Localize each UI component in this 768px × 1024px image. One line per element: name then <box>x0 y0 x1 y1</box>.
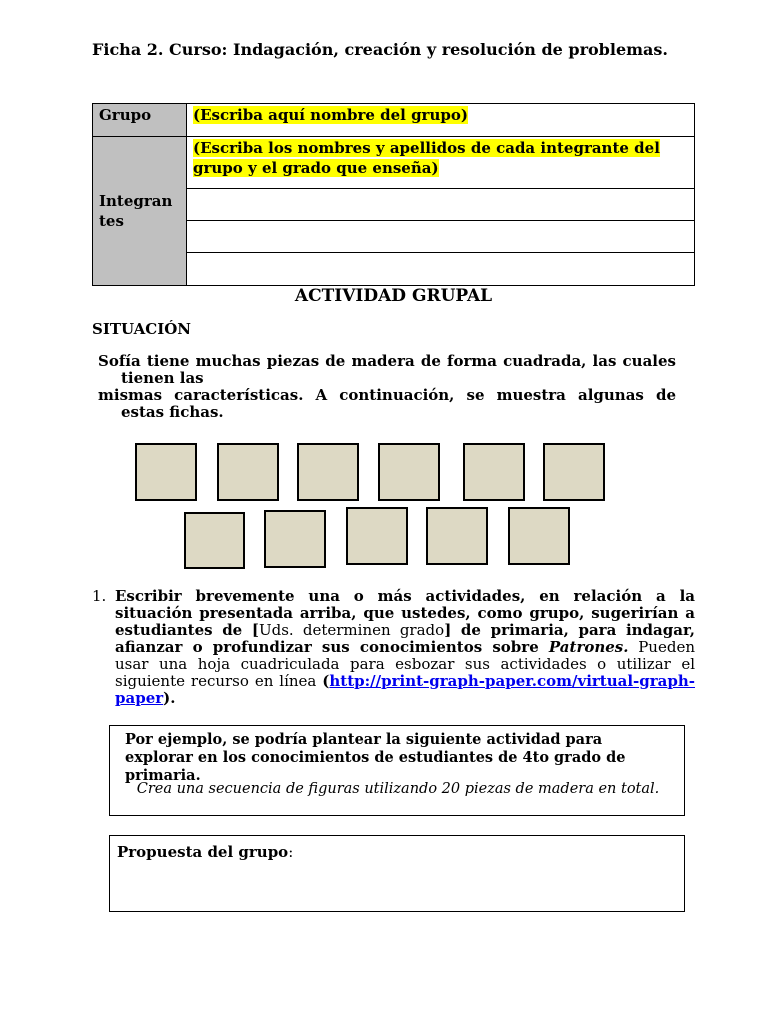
wood-tile <box>378 443 440 501</box>
wood-tile <box>426 507 488 565</box>
situation-line-1: Sofía tiene muchas piezas de madera de forma cuadrada, las cuales tienen las <box>98 352 676 387</box>
wood-tile <box>135 443 197 501</box>
wood-tile <box>217 443 279 501</box>
question-text-plain: Pueden usar una hoja cuadriculada para esbozar sus actividades o utilizar el siguiente recurso en línea <box>115 638 695 690</box>
activity-heading: ACTIVIDAD GRUPAL <box>294 286 493 306</box>
question-1 <box>92 588 695 707</box>
grupo-placeholder: (Escriba aquí nombre del grupo) <box>193 106 468 124</box>
grupo-label: Grupo <box>93 104 187 137</box>
proposal-label: Propuesta del grupo <box>117 843 289 861</box>
paren-close: ). <box>163 689 176 707</box>
question-text-bold-2: ] de primaria, para indagar, afianzar o profundizar sus conocimientos sobre <box>115 621 695 656</box>
integrante-row-2[interactable] <box>187 189 695 221</box>
question-grade-placeholder: Uds. determinen grado <box>258 621 445 639</box>
integrantes-label: Integran tes <box>93 137 187 286</box>
proposal-box[interactable] <box>109 835 685 912</box>
example-box <box>109 725 685 816</box>
question-text-bold-1: Escribir brevemente una o más actividades, en relación a la situación presentada arriba, que ustedes, como grupo, sugerirían a estudiantes de [ <box>115 587 695 639</box>
grupo-name-field[interactable] <box>187 104 695 137</box>
wood-tile <box>346 507 408 565</box>
wood-tile <box>463 443 525 501</box>
situation-heading: SITUACIÓN <box>92 320 192 338</box>
proposal-colon: : <box>288 843 294 861</box>
graph-paper-link[interactable]: http://print-graph-paper.com/virtual-graph-paper <box>115 672 695 707</box>
situation-line-2: mismas características. A continuación, se muestra algunas de estas fichas. <box>98 386 676 421</box>
wood-tile <box>184 512 245 569</box>
question-topic: Patrones. <box>548 638 629 656</box>
integrante-row-1[interactable] <box>187 137 695 189</box>
question-number: 1. <box>92 587 107 605</box>
example-text: Por ejemplo, se podría plantear la siguiente actividad para explorar en los conocimientos de estudiantes de 4to grado de primaria. <box>125 731 626 784</box>
wood-tile <box>297 443 359 501</box>
wood-tile <box>264 510 326 568</box>
document-title: Ficha 2. Curso: Indagación, creación y resolución de problemas. <box>92 40 668 59</box>
wood-tile <box>543 443 605 501</box>
integrante-row-4[interactable] <box>187 253 695 286</box>
paren-open: ( <box>322 672 330 690</box>
wood-tile <box>508 507 570 565</box>
integrante-row-3[interactable] <box>187 221 695 253</box>
group-table <box>92 103 695 286</box>
example-activity: Crea una secuencia de figuras utilizando 20 piezas de madera en total. <box>136 781 660 797</box>
integrantes-placeholder: (Escriba los nombres y apellidos de cada integrante del grupo y el grado que enseña) <box>193 139 660 177</box>
